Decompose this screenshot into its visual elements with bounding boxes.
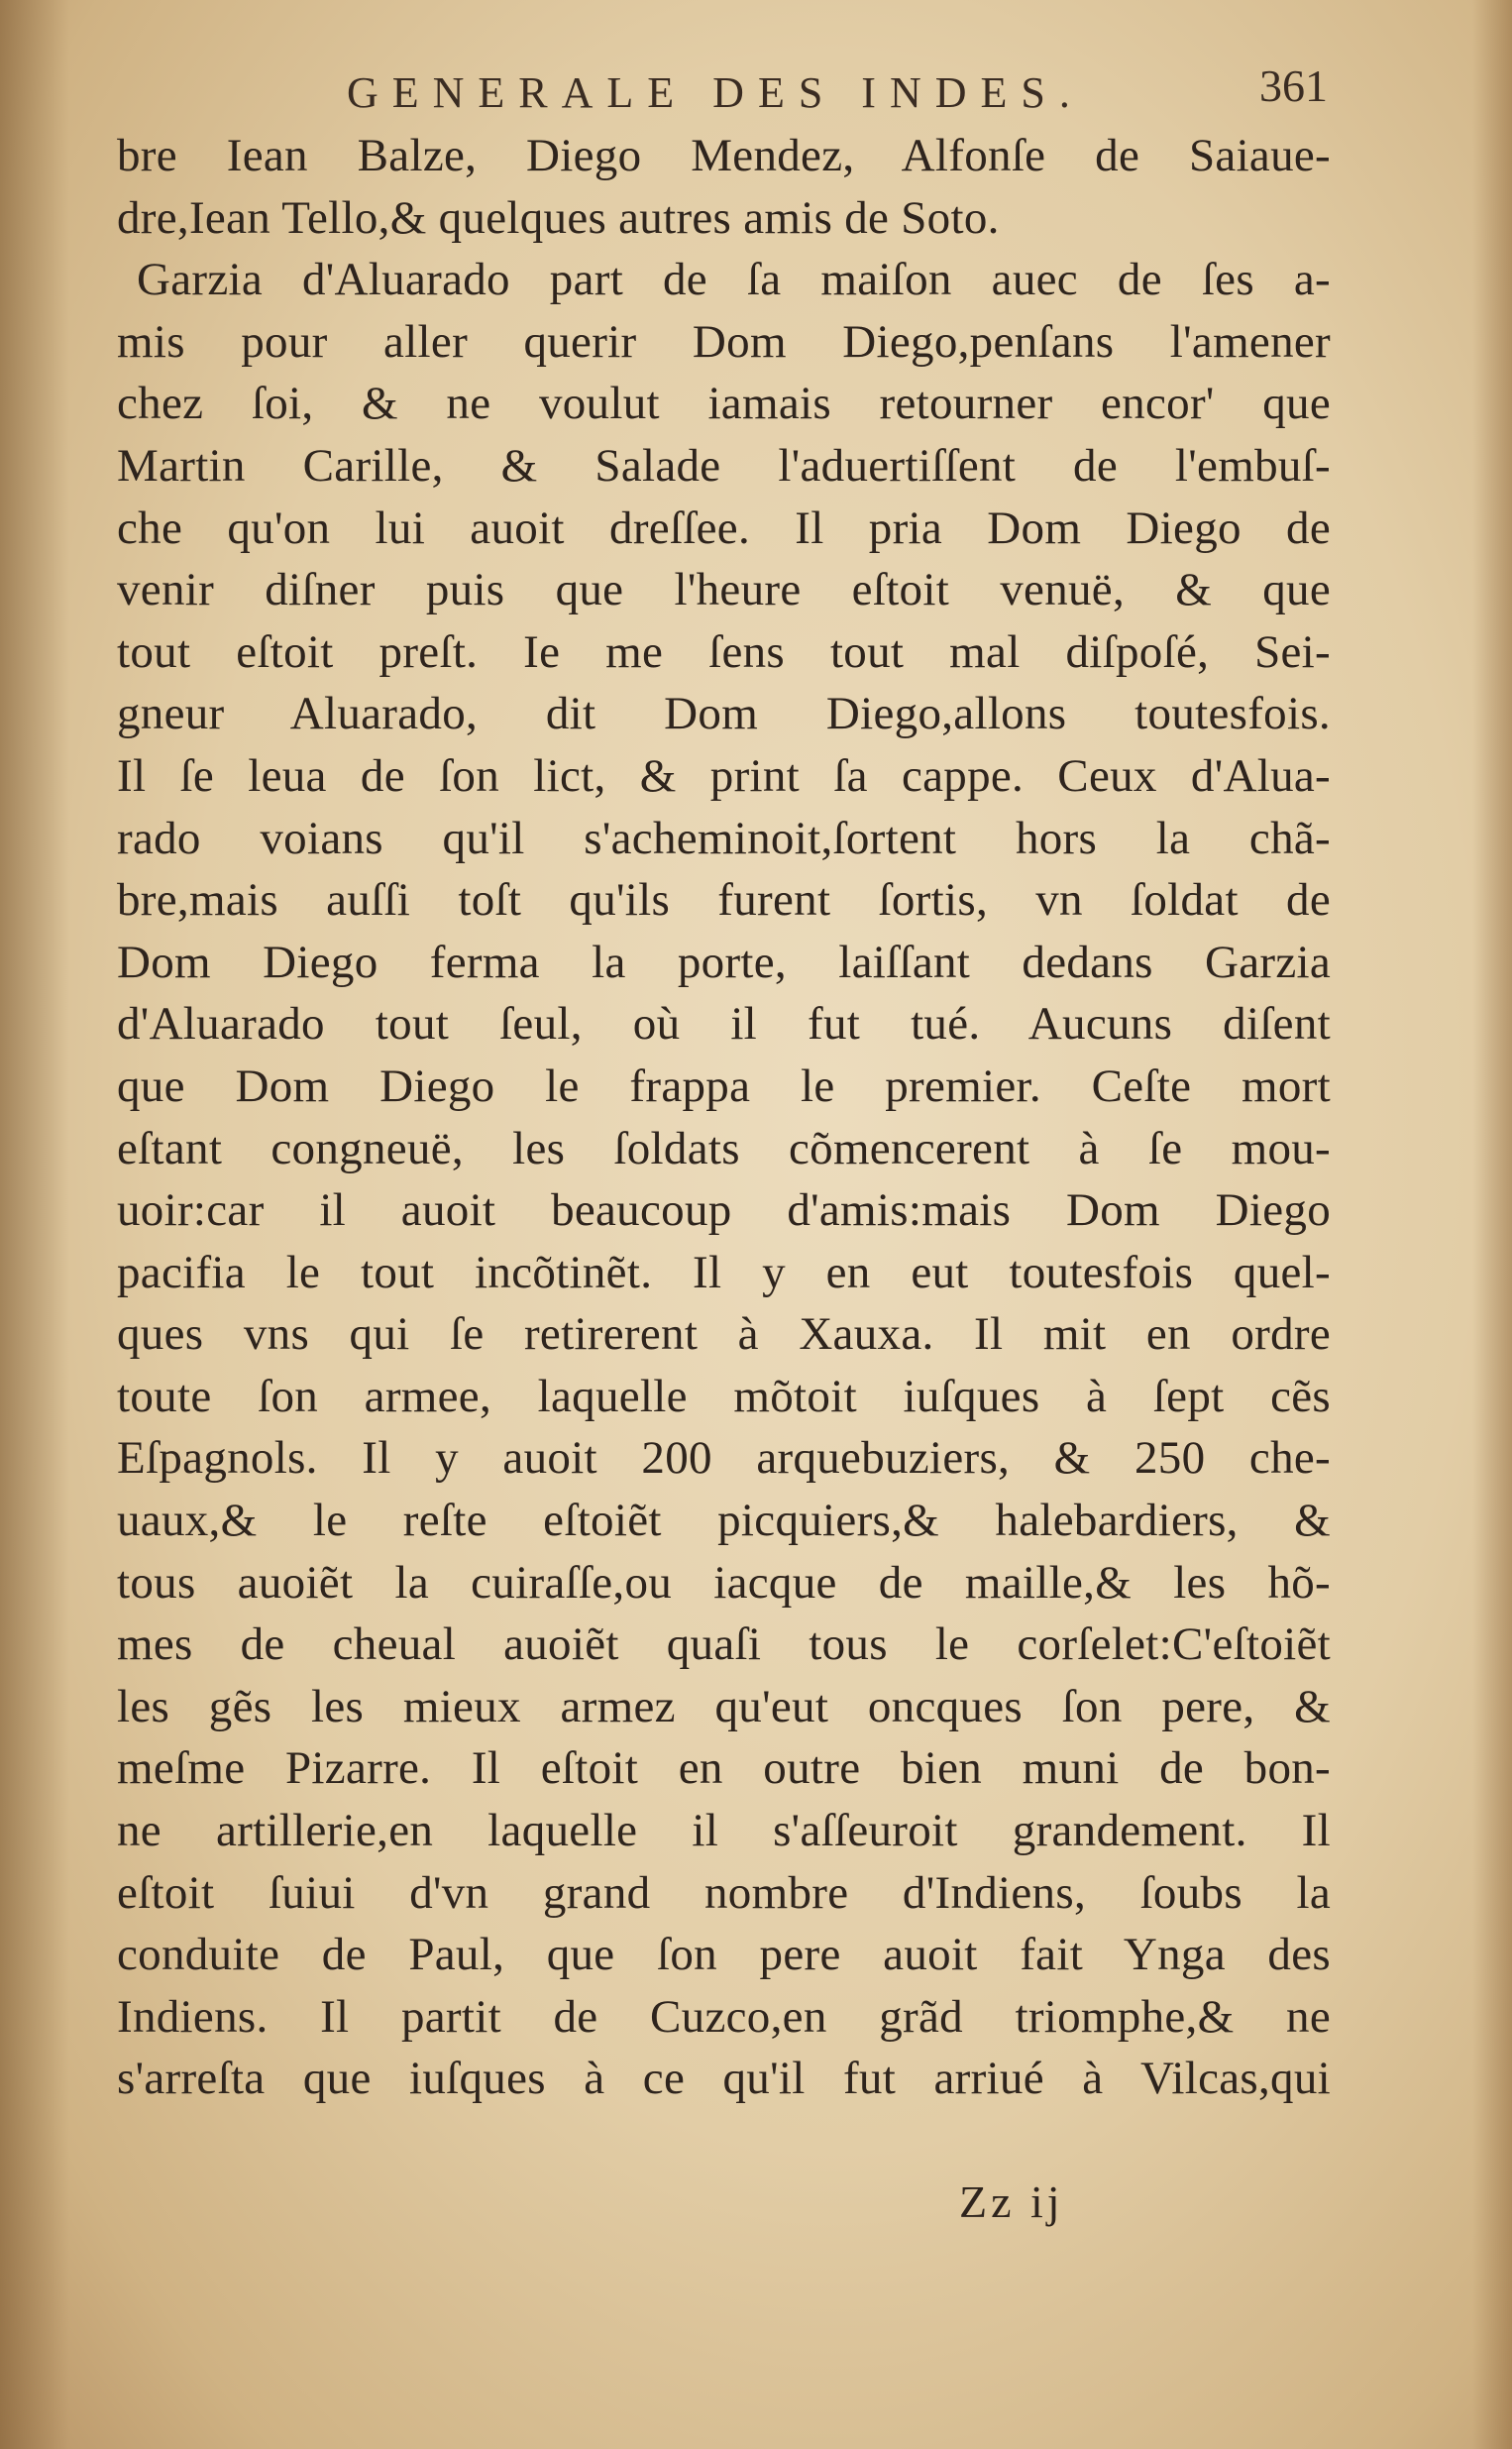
text-line: eſtoit ſuiui d'vn grand nombre d'Indiens, ſoubs la [117, 1866, 1331, 1919]
text-line: pacifia le tout incõtinẽt. Il y en eut toutesfois quel- [117, 1246, 1331, 1298]
text-line: gneur Aluarado, dit Dom Diego,allons toutesfois. [117, 688, 1331, 740]
text-line: uaux,& le reſte eſtoiẽt picquiers,& halebardiers, & [117, 1495, 1331, 1547]
signature-mark: Zz ij [959, 2176, 1064, 2227]
text-line: Martin Carille, & Salade l'aduertiſſent de l'embuſ- [117, 439, 1331, 492]
text-line: chez ſoi, & ne voulut iamais retourner encor' que [117, 378, 1331, 430]
text-line: Garzia d'Aluarado part de ſa maiſon auec de ſes a- [137, 254, 1331, 306]
text-line: les gẽs les mieux armez qu'eut oncques ſon pere, & [117, 1680, 1331, 1732]
text-line: rado voians qu'il s'acheminoit,ſortent hors la chã- [117, 812, 1331, 864]
running-head: GENERALE DES INDES. [347, 68, 1084, 117]
text-line: meſme Pizarre. Il eſtoit en outre bien muni de bon- [117, 1742, 1331, 1795]
page-edge-shadow [1472, 0, 1512, 2449]
text-line: ques vns qui ſe retirerent à Xauxa. Il mit en ordre [117, 1308, 1331, 1361]
text-line: s'arreſta que iuſques à ce qu'il fut arriué à Vilcas,qui [117, 2053, 1331, 2105]
text-line: bre,mais auſſi toſt qu'ils furent ſortis, vn ſoldat de [117, 874, 1331, 927]
text-line: tous auoiẽt la cuiraſſe,ou iacque de maille,& les hõ- [117, 1556, 1331, 1609]
text-line: Dom Diego ferma la porte, laiſſant dedans Garzia [117, 936, 1331, 988]
text-line: d'Aluarado tout ſeul, où il fut tué. Aucuns diſent [117, 998, 1331, 1051]
text-line: venir diſner puis que l'heure eſtoit venuë, & que [117, 564, 1331, 616]
text-line: toute ſon armee, laquelle mõtoit iuſques à ſept cẽs [117, 1370, 1331, 1422]
text-line: conduite de Paul, que ſon pere auoit fait Ynga des [117, 1929, 1331, 1981]
text-line: Indiens. Il partit de Cuzco,en grãd triomphe,& ne [117, 1990, 1331, 2043]
text-line: uoir:car il auoit beaucoup d'amis:mais Dom Diego [117, 1184, 1331, 1237]
text-line: mes de cheual auoiẽt quaſi tous le corſelet:C'eſtoiẽt [117, 1618, 1331, 1671]
text-line: tout eſtoit preſt. Ie me ſens tout mal diſpoſé, Sei- [117, 625, 1331, 678]
body-text [117, 125, 1331, 2110]
text-line: ne artillerie,en laquelle il s'aſſeuroit grandement. Il [117, 1805, 1331, 1857]
text-line: eſtant congneuë, les ſoldats cõmencerent à ſe mou- [117, 1122, 1331, 1174]
text-line: mis pour aller querir Dom Diego,penſans l'amener [117, 315, 1331, 368]
text-line: Eſpagnols. Il y auoit 200 arquebuziers, & 250 che- [117, 1432, 1331, 1485]
text-line: dre,Iean Tello,& quelques autres amis de Soto. [117, 191, 1000, 244]
text-line: bre Iean Balze, Diego Mendez, Alfonſe de Saiaue- [117, 130, 1331, 181]
text-line: che qu'on lui auoit dreſſee. Il pria Dom Diego de [117, 501, 1331, 554]
spine-shadow [0, 0, 69, 2449]
text-line: Il ſe leua de ſon lict, & print ſa cappe. Ceux d'Alua- [117, 749, 1331, 802]
page-number: 361 [1259, 60, 1328, 111]
text-line: que Dom Diego le frappa le premier. Ceſte mort [117, 1059, 1331, 1112]
